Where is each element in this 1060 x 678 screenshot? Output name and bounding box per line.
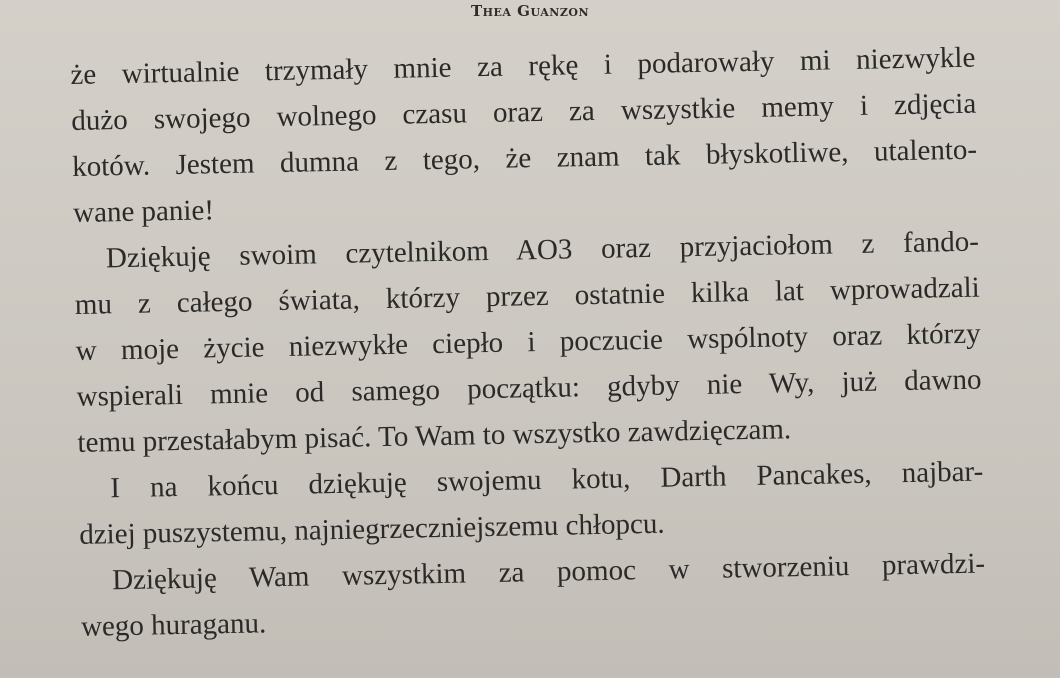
running-header-author: Thea Guanzon	[470, 2, 590, 20]
text-line: mu z całego świata, którzy przez ostatnie kilka lat wprowadzali	[74, 271, 980, 321]
body-text	[70, 35, 986, 650]
text-line: wego huraganu.	[80, 607, 267, 643]
text-line: dużo swojego wolnego czasu oraz za wszystkie memy i zdjęcia	[71, 87, 977, 137]
text-line: że wirtualnie trzymały mnie za rękę i podarowały mi niezwykle	[70, 41, 976, 91]
text-line: wspierali mnie od samego początku: gdyby nie Wy, już dawno	[76, 363, 982, 413]
text-line: dziej puszystemu, najniegrzeczniejszemu chłopcu.	[78, 507, 665, 551]
text-line: Dziękuję Wam wszystkim za pomoc w stworzeniu prawdzi-	[111, 547, 986, 597]
text-line: I na końcu dziękuję swojemu kotu, Darth Pancakes, najbar-	[110, 455, 984, 505]
text-line: w moje życie niezwykłe ciepło i poczucie wspólnoty oraz którzy	[75, 317, 981, 367]
text-line: Dziękuję swoim czytelnikom AO3 oraz przyjaciołom z fando-	[105, 225, 980, 275]
text-line: kotów. Jestem dumna z tego, że znam tak błyskotliwe, utalento-	[71, 133, 978, 183]
text-line: temu przestałabym pisać. To Wam to wszystko zawdzięczam.	[77, 413, 792, 459]
text-line: wane panie!	[72, 194, 215, 229]
